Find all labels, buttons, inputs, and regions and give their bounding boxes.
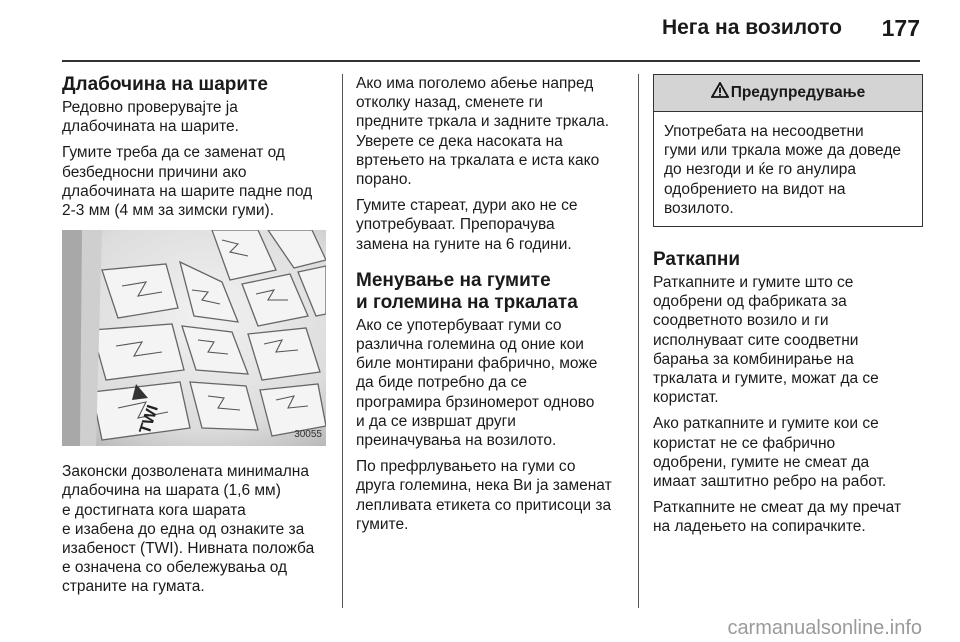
paragraph: Ако раткапните и гумите кои се користат не се фабрично одобрени, гумите не смеат да имаат заштитно ребро на работ. bbox=[653, 415, 887, 491]
warning-header bbox=[654, 75, 922, 112]
paragraph: По префрлувањето на гуми со друга големина, нека Ви ја заменат лепливата етикета со притисоци за гумите. bbox=[356, 458, 612, 533]
paragraph: Раткапните и гумите што се одобрени од фабриката за соодветното возило и ги исполнуваат сите соодветни барања за комбинирање на тркалата и гумите, можат да се користат. bbox=[653, 274, 879, 407]
page-header bbox=[0, 0, 960, 62]
paragraph: Ако има поголемо абење напред отколку назад, сменете ги предните тркала и задните тркала. Уверете се дека насоката на вртењето на тркалата е иста како порано. bbox=[356, 75, 610, 189]
column-divider-1 bbox=[342, 74, 343, 608]
paragraph: Ако се употербуваат гуми со различна големина од оние кои биле монтирани фабрично, може да биде потребно да се програмира брзиномерот одново и да се извршат други преиначувања на возилото. bbox=[356, 316, 598, 450]
tread-depth-heading: Длабочина на шарите bbox=[62, 74, 268, 95]
tire-change-heading: Менување на гумите и големина на тркалата bbox=[356, 269, 578, 313]
warning-text: Употребата на несоодветни гуми или тркала може да доведе до незгоди и ќе го анулира одобрението на видот на возилото. bbox=[664, 123, 901, 217]
paragraph: Гумите стареат, дури ако не се употребуваат. Препорачува замена на гуните на 6 години. bbox=[356, 197, 578, 253]
paragraph: Законски дозволената минимална длабочина на шарата (1,6 мм) е достигната кога шарата е изабена до една од ознаките за изабеност (TWI). Нивната положба е означена со обележувања од страните на гумата. bbox=[62, 463, 315, 596]
section-title: Нега на возилото bbox=[661, 16, 842, 39]
paragraph: Раткапните не смеат да му пречат на ладењето на сопирачките. bbox=[653, 499, 902, 536]
warning-triangle-icon bbox=[711, 82, 729, 103]
figure-number: 30055 bbox=[294, 429, 322, 441]
warning-box bbox=[653, 74, 923, 227]
column-divider-2 bbox=[638, 74, 639, 608]
hubcaps-heading: Раткапни bbox=[653, 249, 741, 271]
header-divider bbox=[62, 60, 920, 62]
twi-marking: TWI bbox=[136, 403, 162, 437]
tire-tread-illustration bbox=[62, 230, 326, 446]
column-2 bbox=[356, 74, 626, 541]
paragraph: Редовно проверувајте ја длабочината на шарите. bbox=[62, 99, 239, 136]
watermark: carmanualsonline.info bbox=[727, 617, 922, 639]
warning-title: Предупредување bbox=[730, 84, 866, 102]
page-number: 177 bbox=[881, 15, 920, 41]
tire-tread-image bbox=[62, 230, 326, 446]
paragraph: Гумите треба да се заменат од безбедносни причини ако длабочината на шарите падне под 2-3 мм (4 мм за зимски гуми). bbox=[62, 144, 313, 220]
column-1 bbox=[62, 74, 330, 604]
column-3 bbox=[653, 74, 923, 544]
